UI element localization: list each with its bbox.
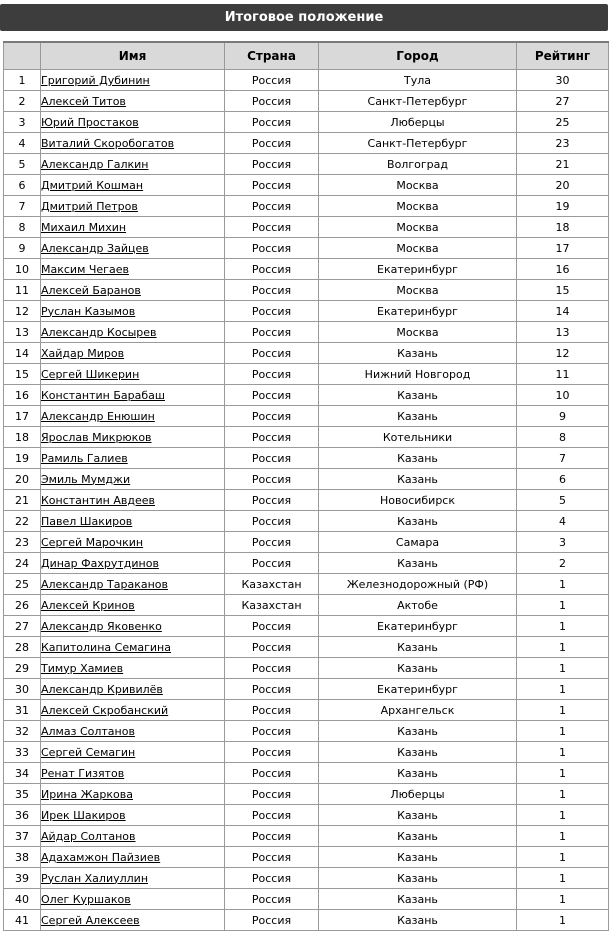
city-cell: Москва — [319, 238, 517, 259]
player-name-cell[interactable] — [41, 868, 225, 889]
row-number: 15 — [4, 364, 41, 385]
player-name-link[interactable]: Эмиль Мумджи — [41, 472, 131, 486]
player-name-cell[interactable] — [41, 490, 225, 511]
page-title: Итоговое положение — [0, 4, 608, 31]
player-name-link[interactable]: Александр Зайцев — [41, 241, 149, 255]
rating-cell: 1 — [517, 784, 609, 805]
table-row — [4, 721, 609, 742]
city-cell: Архангельск — [319, 700, 517, 721]
row-number: 3 — [4, 112, 41, 133]
rating-cell: 3 — [517, 532, 609, 553]
row-number: 33 — [4, 742, 41, 763]
player-name-cell[interactable] — [41, 133, 225, 154]
country-cell: Россия — [225, 259, 319, 280]
table-row — [4, 91, 609, 112]
city-cell: Казань — [319, 448, 517, 469]
country-cell: Россия — [225, 385, 319, 406]
city-cell: Казань — [319, 406, 517, 427]
table-row — [4, 595, 609, 616]
header-city: Город — [319, 42, 517, 70]
player-name-cell[interactable] — [41, 616, 225, 637]
table-header-row — [4, 42, 609, 70]
row-number: 21 — [4, 490, 41, 511]
table-row — [4, 238, 609, 259]
player-name-cell[interactable] — [41, 679, 225, 700]
row-number: 27 — [4, 616, 41, 637]
player-name-link[interactable]: Дмитрий Петров — [41, 199, 138, 213]
row-number: 14 — [4, 343, 41, 364]
table-row — [4, 196, 609, 217]
player-name-cell[interactable] — [41, 385, 225, 406]
player-name-cell[interactable] — [41, 301, 225, 322]
country-cell: Россия — [225, 133, 319, 154]
player-name-cell[interactable] — [41, 805, 225, 826]
rating-cell: 1 — [517, 889, 609, 910]
table-row — [4, 217, 609, 238]
city-cell: Казань — [319, 469, 517, 490]
player-name-link[interactable]: Рамиль Галиев — [41, 451, 128, 465]
rating-cell: 19 — [517, 196, 609, 217]
row-number: 13 — [4, 322, 41, 343]
header-name: Имя — [41, 42, 225, 70]
city-cell: Железнодорожный (РФ) — [319, 574, 517, 595]
table-row — [4, 385, 609, 406]
rating-cell: 1 — [517, 595, 609, 616]
country-cell: Россия — [225, 616, 319, 637]
city-cell: Санкт-Петербург — [319, 91, 517, 112]
player-name-link[interactable]: Динар Фахрутдинов — [41, 556, 159, 570]
table-row — [4, 70, 609, 91]
city-cell: Казань — [319, 763, 517, 784]
city-cell: Актобе — [319, 595, 517, 616]
player-name-link[interactable]: Ирек Шакиров — [41, 808, 126, 822]
table-row — [4, 910, 609, 931]
rating-cell: 1 — [517, 574, 609, 595]
player-name-link[interactable]: Руслан Халиуллин — [41, 871, 149, 885]
player-name-cell[interactable] — [41, 427, 225, 448]
city-cell: Люберцы — [319, 112, 517, 133]
table-row — [4, 868, 609, 889]
header-country: Страна — [225, 42, 319, 70]
country-cell: Россия — [225, 301, 319, 322]
table-row — [4, 259, 609, 280]
player-name-cell[interactable] — [41, 658, 225, 679]
rating-cell: 1 — [517, 637, 609, 658]
row-number: 11 — [4, 280, 41, 301]
player-name-cell[interactable] — [41, 826, 225, 847]
table-row — [4, 637, 609, 658]
player-name-cell[interactable] — [41, 889, 225, 910]
player-name-link[interactable]: Тимур Хамиев — [41, 661, 124, 675]
player-name-cell[interactable] — [41, 364, 225, 385]
header-rating: Рейтинг — [517, 42, 609, 70]
row-number: 35 — [4, 784, 41, 805]
city-cell: Казань — [319, 511, 517, 532]
player-name-link[interactable]: Александр Галкин — [41, 157, 149, 171]
player-name-link[interactable]: Дмитрий Кошман — [41, 178, 144, 192]
row-number: 36 — [4, 805, 41, 826]
player-name-link[interactable]: Адахамжон Пайзиев — [41, 850, 161, 864]
rating-cell: 17 — [517, 238, 609, 259]
country-cell: Казахстан — [225, 574, 319, 595]
player-name-link[interactable]: Константин Барабаш — [41, 388, 165, 402]
table-row — [4, 805, 609, 826]
table-row — [4, 889, 609, 910]
player-name-cell[interactable] — [41, 511, 225, 532]
player-name-cell[interactable] — [41, 196, 225, 217]
rating-cell: 1 — [517, 847, 609, 868]
rating-cell: 27 — [517, 91, 609, 112]
table-row — [4, 574, 609, 595]
city-cell: Казань — [319, 910, 517, 931]
player-name-cell[interactable] — [41, 259, 225, 280]
rating-cell: 25 — [517, 112, 609, 133]
rating-cell: 1 — [517, 826, 609, 847]
player-name-link[interactable]: Капитолина Семагина — [41, 640, 171, 654]
rating-cell: 1 — [517, 742, 609, 763]
player-name-cell[interactable] — [41, 322, 225, 343]
country-cell: Россия — [225, 763, 319, 784]
country-cell: Россия — [225, 196, 319, 217]
row-number: 22 — [4, 511, 41, 532]
table-row — [4, 742, 609, 763]
table-row — [4, 427, 609, 448]
player-name-cell[interactable] — [41, 217, 225, 238]
country-cell: Россия — [225, 154, 319, 175]
row-number: 20 — [4, 469, 41, 490]
table-row — [4, 553, 609, 574]
table-row — [4, 847, 609, 868]
row-number: 38 — [4, 847, 41, 868]
country-cell: Россия — [225, 343, 319, 364]
player-name-link[interactable]: Алексей Кринов — [41, 598, 135, 612]
table-row — [4, 112, 609, 133]
rating-cell: 12 — [517, 343, 609, 364]
row-number: 29 — [4, 658, 41, 679]
row-number: 17 — [4, 406, 41, 427]
country-cell: Россия — [225, 322, 319, 343]
city-cell: Екатеринбург — [319, 679, 517, 700]
player-name-link[interactable]: Михаил Михин — [41, 220, 127, 234]
rating-cell: 1 — [517, 868, 609, 889]
city-cell: Москва — [319, 196, 517, 217]
country-cell: Россия — [225, 784, 319, 805]
city-cell: Казань — [319, 385, 517, 406]
country-cell: Россия — [225, 280, 319, 301]
row-number: 6 — [4, 175, 41, 196]
player-name-cell[interactable] — [41, 343, 225, 364]
row-number: 1 — [4, 70, 41, 91]
table-row — [4, 658, 609, 679]
country-cell: Россия — [225, 448, 319, 469]
city-cell: Самара — [319, 532, 517, 553]
player-name-link[interactable]: Константин Авдеев — [41, 493, 155, 507]
table-row — [4, 826, 609, 847]
country-cell: Россия — [225, 721, 319, 742]
row-number: 5 — [4, 154, 41, 175]
player-name-cell[interactable] — [41, 637, 225, 658]
player-name-link[interactable]: Сергей Алексеев — [41, 913, 140, 927]
player-name-link[interactable]: Александр Яковенко — [41, 619, 162, 633]
city-cell: Екатеринбург — [319, 259, 517, 280]
player-name-link[interactable]: Алексей Баранов — [41, 283, 141, 297]
player-name-link[interactable]: Алексей Титов — [41, 94, 126, 108]
city-cell: Екатеринбург — [319, 301, 517, 322]
table-row — [4, 175, 609, 196]
player-name-link[interactable]: Павел Шакиров — [41, 514, 133, 528]
player-name-cell[interactable] — [41, 742, 225, 763]
country-cell: Россия — [225, 469, 319, 490]
rating-cell: 30 — [517, 70, 609, 91]
rating-cell: 20 — [517, 175, 609, 196]
player-name-link[interactable]: Олег Куршаков — [41, 892, 131, 906]
row-number: 7 — [4, 196, 41, 217]
row-number: 18 — [4, 427, 41, 448]
country-cell: Россия — [225, 511, 319, 532]
table-row — [4, 616, 609, 637]
row-number: 39 — [4, 868, 41, 889]
city-cell: Волгоград — [319, 154, 517, 175]
table-row — [4, 490, 609, 511]
player-name-cell[interactable] — [41, 280, 225, 301]
rating-cell: 7 — [517, 448, 609, 469]
player-name-cell[interactable] — [41, 154, 225, 175]
country-cell: Россия — [225, 70, 319, 91]
table-row — [4, 469, 609, 490]
country-cell: Россия — [225, 637, 319, 658]
rating-cell: 23 — [517, 133, 609, 154]
table-row — [4, 511, 609, 532]
player-name-cell[interactable] — [41, 91, 225, 112]
rating-cell: 1 — [517, 910, 609, 931]
rating-cell: 1 — [517, 721, 609, 742]
city-cell: Казань — [319, 658, 517, 679]
country-cell: Россия — [225, 805, 319, 826]
player-name-cell[interactable] — [41, 763, 225, 784]
city-cell: Новосибирск — [319, 490, 517, 511]
city-cell: Санкт-Петербург — [319, 133, 517, 154]
rating-cell: 8 — [517, 427, 609, 448]
player-name-link[interactable]: Сергей Шикерин — [41, 367, 140, 381]
row-number: 12 — [4, 301, 41, 322]
city-cell: Казань — [319, 553, 517, 574]
player-name-cell[interactable] — [41, 532, 225, 553]
city-cell: Тула — [319, 70, 517, 91]
row-number: 2 — [4, 91, 41, 112]
player-name-cell[interactable] — [41, 448, 225, 469]
player-name-link[interactable]: Руслан Казымов — [41, 304, 136, 318]
country-cell: Россия — [225, 532, 319, 553]
player-name-link[interactable]: Григорий Дубинин — [41, 73, 150, 87]
player-name-link[interactable]: Хайдар Миров — [41, 346, 125, 360]
player-name-link[interactable]: Александр Енюшин — [41, 409, 155, 423]
player-name-link[interactable]: Алексей Скробанский — [41, 703, 169, 717]
rating-cell: 10 — [517, 385, 609, 406]
country-cell: Россия — [225, 217, 319, 238]
country-cell: Россия — [225, 826, 319, 847]
rating-cell: 18 — [517, 217, 609, 238]
row-number: 41 — [4, 910, 41, 931]
player-name-link[interactable]: Ирина Жаркова — [41, 787, 133, 801]
rating-cell: 5 — [517, 490, 609, 511]
row-number: 32 — [4, 721, 41, 742]
rating-cell: 9 — [517, 406, 609, 427]
country-cell: Россия — [225, 700, 319, 721]
country-cell: Россия — [225, 91, 319, 112]
rating-cell: 16 — [517, 259, 609, 280]
country-cell: Россия — [225, 427, 319, 448]
rating-cell: 1 — [517, 679, 609, 700]
city-cell: Казань — [319, 889, 517, 910]
rating-cell: 2 — [517, 553, 609, 574]
table-row — [4, 406, 609, 427]
rating-cell: 4 — [517, 511, 609, 532]
row-number: 10 — [4, 259, 41, 280]
player-name-cell[interactable] — [41, 175, 225, 196]
country-cell: Россия — [225, 910, 319, 931]
player-name-cell[interactable] — [41, 238, 225, 259]
row-number: 28 — [4, 637, 41, 658]
row-number: 4 — [4, 133, 41, 154]
city-cell: Казань — [319, 343, 517, 364]
city-cell: Казань — [319, 805, 517, 826]
country-cell: Россия — [225, 847, 319, 868]
player-name-cell[interactable] — [41, 784, 225, 805]
city-cell: Москва — [319, 175, 517, 196]
city-cell: Люберцы — [319, 784, 517, 805]
table-row — [4, 364, 609, 385]
table-row — [4, 154, 609, 175]
rating-cell: 1 — [517, 658, 609, 679]
city-cell: Казань — [319, 742, 517, 763]
player-name-cell[interactable] — [41, 553, 225, 574]
player-name-cell[interactable] — [41, 910, 225, 931]
rating-cell: 1 — [517, 700, 609, 721]
city-cell: Москва — [319, 322, 517, 343]
player-name-cell[interactable] — [41, 595, 225, 616]
player-name-cell[interactable] — [41, 721, 225, 742]
city-cell: Екатеринбург — [319, 616, 517, 637]
player-name-link[interactable]: Виталий Скоробогатов — [41, 136, 175, 150]
table-row — [4, 343, 609, 364]
player-name-link[interactable]: Александр Кривилёв — [41, 682, 163, 696]
table-row — [4, 322, 609, 343]
city-cell: Казань — [319, 826, 517, 847]
city-cell: Казань — [319, 847, 517, 868]
table-row — [4, 679, 609, 700]
player-name-link[interactable]: Максим Чегаев — [41, 262, 129, 276]
row-number: 26 — [4, 595, 41, 616]
country-cell: Россия — [225, 889, 319, 910]
country-cell: Россия — [225, 364, 319, 385]
city-cell: Москва — [319, 280, 517, 301]
row-number: 25 — [4, 574, 41, 595]
rating-cell: 1 — [517, 763, 609, 784]
player-name-cell[interactable] — [41, 469, 225, 490]
row-number: 40 — [4, 889, 41, 910]
rating-cell: 14 — [517, 301, 609, 322]
row-number: 23 — [4, 532, 41, 553]
row-number: 8 — [4, 217, 41, 238]
country-cell: Казахстан — [225, 595, 319, 616]
player-name-link[interactable]: Сергей Марочкин — [41, 535, 144, 549]
table-row — [4, 301, 609, 322]
row-number: 24 — [4, 553, 41, 574]
city-cell: Москва — [319, 217, 517, 238]
standings-table — [3, 41, 609, 931]
table-row — [4, 448, 609, 469]
table-row — [4, 133, 609, 154]
city-cell: Котельники — [319, 427, 517, 448]
rating-cell: 6 — [517, 469, 609, 490]
player-name-cell[interactable] — [41, 847, 225, 868]
table-row — [4, 763, 609, 784]
row-number: 34 — [4, 763, 41, 784]
header-number — [4, 42, 41, 70]
row-number: 30 — [4, 679, 41, 700]
player-name-link[interactable]: Ярослав Микрюков — [41, 430, 152, 444]
rating-cell: 11 — [517, 364, 609, 385]
row-number: 37 — [4, 826, 41, 847]
table-body — [4, 70, 609, 931]
country-cell: Россия — [225, 658, 319, 679]
country-cell: Россия — [225, 490, 319, 511]
city-cell: Казань — [319, 637, 517, 658]
rating-cell: 15 — [517, 280, 609, 301]
player-name-link[interactable]: Алмаз Солтанов — [41, 724, 135, 738]
player-name-link[interactable]: Сергей Семагин — [41, 745, 136, 759]
rating-cell: 1 — [517, 616, 609, 637]
player-name-cell[interactable] — [41, 112, 225, 133]
city-cell: Казань — [319, 721, 517, 742]
player-name-link[interactable]: Юрий Простаков — [41, 115, 139, 129]
player-name-cell[interactable] — [41, 70, 225, 91]
player-name-link[interactable]: Александр Тараканов — [41, 577, 169, 591]
rating-cell: 13 — [517, 322, 609, 343]
country-cell: Россия — [225, 112, 319, 133]
row-number: 16 — [4, 385, 41, 406]
player-name-link[interactable]: Ренат Гизятов — [41, 766, 125, 780]
player-name-link[interactable]: Александр Косырев — [41, 325, 157, 339]
country-cell: Россия — [225, 868, 319, 889]
country-cell: Россия — [225, 742, 319, 763]
rating-cell: 1 — [517, 805, 609, 826]
row-number: 31 — [4, 700, 41, 721]
country-cell: Россия — [225, 406, 319, 427]
table-row — [4, 280, 609, 301]
row-number: 19 — [4, 448, 41, 469]
rating-cell: 21 — [517, 154, 609, 175]
player-name-cell[interactable] — [41, 574, 225, 595]
city-cell: Казань — [319, 868, 517, 889]
player-name-cell[interactable] — [41, 406, 225, 427]
player-name-cell[interactable] — [41, 700, 225, 721]
table-row — [4, 532, 609, 553]
row-number: 9 — [4, 238, 41, 259]
table-row — [4, 700, 609, 721]
player-name-link[interactable]: Айдар Солтанов — [41, 829, 136, 843]
country-cell: Россия — [225, 238, 319, 259]
country-cell: Россия — [225, 553, 319, 574]
country-cell: Россия — [225, 175, 319, 196]
country-cell: Россия — [225, 679, 319, 700]
table-row — [4, 784, 609, 805]
city-cell: Нижний Новгород — [319, 364, 517, 385]
